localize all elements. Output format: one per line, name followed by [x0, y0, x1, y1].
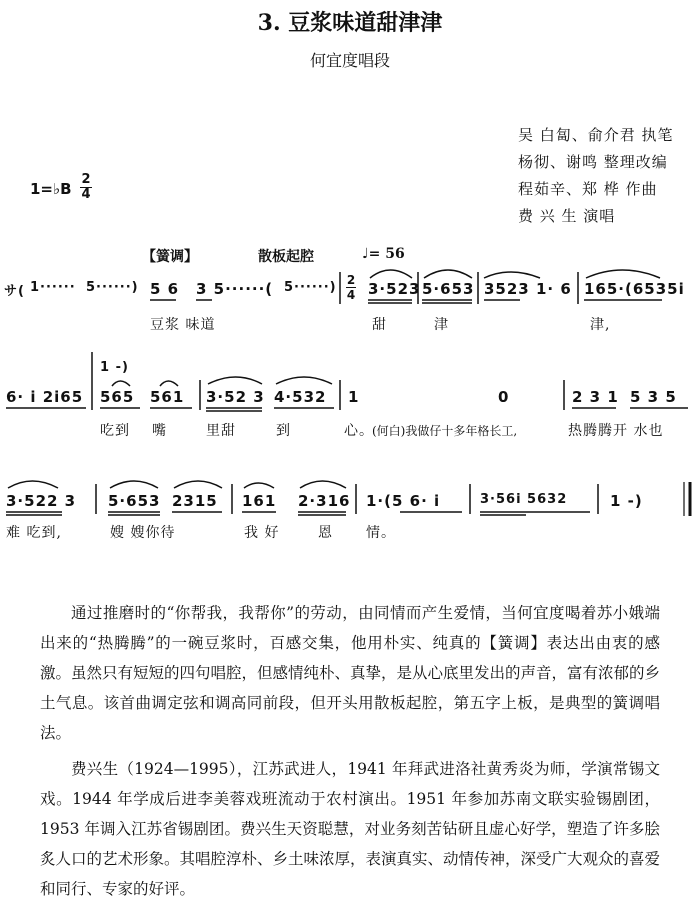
credit-line: 费 兴 生 演唱	[518, 207, 616, 225]
notation-segment: 5······)	[284, 280, 337, 295]
inline-time-top: 2	[346, 273, 356, 287]
credit-line: 程茹辛、郑 桦 作曲	[518, 180, 658, 198]
quarter-note-icon: ♩	[362, 246, 369, 262]
song-title: 3. 豆浆味道甜津津	[257, 10, 443, 36]
lyric: 嘴	[152, 423, 167, 439]
lyric: 津	[434, 317, 449, 333]
lyric: 津,	[590, 317, 611, 333]
slur	[8, 481, 58, 488]
lyric: 嫂 嫂你待	[110, 525, 176, 541]
slur	[300, 481, 346, 488]
slur	[244, 483, 274, 488]
paragraph: 通过推磨时的“你帮我，我帮你”的劳动，由同情而产生爱情，当何宜度喝着苏小娥端出来的“热腾腾”的一碗豆浆时，百感交集，他用朴实、纯真的【簧调】表达出由衷的感激。虽然只有短短的四句唱腔，但感情纯朴、真挚，是从心底里发出的声音，富有浓郁的乡土气息。该首曲调定弦和调高同前段，但开头用散板起腔，第五字上板，是典型的簧调唱法。	[40, 604, 661, 742]
slur	[370, 270, 412, 278]
notation-segment: 5·653	[422, 280, 475, 298]
credit-line: 杨彻、谢鸣 整理改编	[518, 153, 668, 171]
slur	[160, 381, 178, 386]
notation-segment: 3·56i 5632	[480, 492, 568, 507]
notation-segment: 5 3 5	[630, 388, 677, 406]
time-bottom: 4	[81, 187, 91, 202]
slur	[484, 272, 540, 278]
notation-segment: 5 6	[150, 280, 180, 298]
notation-segment: 2 3 1	[572, 388, 619, 406]
notation-segment: 1·(5 6· i	[366, 492, 441, 510]
lyric: 豆浆 味道	[150, 317, 216, 333]
notation-segment: 0	[498, 388, 510, 406]
notation-segment: 4·532	[274, 388, 327, 406]
slur	[586, 270, 660, 278]
notation-segment: 565	[100, 388, 135, 406]
notation-segment: 3·52 3	[206, 388, 265, 406]
notation-segment: 1	[348, 388, 360, 406]
time-top: 2	[81, 172, 91, 187]
notation-segment: 3523 1· 6	[484, 280, 572, 298]
lyric: 恩	[318, 525, 333, 541]
notation-segment: 161	[242, 492, 277, 510]
slur	[110, 481, 158, 488]
notation-segment: 5·653	[108, 492, 161, 510]
notation-segment: 6· i 2i65	[6, 388, 84, 406]
song-subtitle: 何宜度唱段	[309, 51, 390, 70]
tempo-value: = 56	[368, 246, 405, 262]
notation-segment: 1 -)	[100, 360, 129, 375]
key-signature: 1=♭B	[30, 180, 72, 198]
mode-marking: 【簧调】	[142, 249, 198, 265]
lyric: 情。	[366, 525, 396, 541]
credit-line: 吴 白匐、俞介君 执笔	[518, 126, 674, 144]
notation-segment: 3 5······(	[196, 280, 274, 298]
notation-segment: 2315	[172, 492, 218, 510]
lyric: 里甜	[206, 423, 236, 439]
lyric: 心。	[344, 423, 374, 439]
spoken-line: (何白)我做仔十多年格长工,	[372, 424, 518, 438]
inline-time-bottom: 4	[346, 288, 356, 302]
notation-segment: 1······	[30, 280, 76, 295]
lyric: 吃到	[100, 423, 130, 439]
notation-segment: 3·523	[368, 280, 421, 298]
notation-segment: 2·316	[298, 492, 351, 510]
notation-segment: 561	[150, 388, 185, 406]
description-text	[40, 598, 660, 904]
notation-segment: 5······)	[86, 280, 139, 295]
slur	[174, 481, 222, 488]
lyric: 到	[276, 423, 291, 439]
notation-segment: サ(	[4, 284, 25, 299]
lyric: 难 吃到,	[6, 525, 62, 541]
lyric: 热腾腾开 水也	[568, 423, 664, 439]
tempo-style-marking: 散板起腔	[258, 249, 314, 265]
notation-segment: 1 -)	[610, 492, 643, 510]
slur	[276, 377, 332, 384]
slur	[112, 381, 130, 386]
slur	[208, 377, 262, 384]
lyric: 我 好	[244, 525, 280, 541]
lyric: 甜	[372, 317, 387, 333]
notation-segment: 165·(6535i	[584, 280, 685, 298]
notation-segment: 3·522 3	[6, 492, 77, 510]
paragraph: 费兴生（1924—1995），江苏武进人，1941 年拜武进洛社黄秀炎为师，学演常锡文戏。1944 年学成后进李美蓉戏班流动于农村演出。1951 年参加苏南文联实验锡剧团，1953 年调入江苏省锡剧团。费兴生天资聪慧，对业务刻苦钻研且虚心好学，塑造了许多脍炙人口的艺术形象。其唱腔淳朴、乡土味浓厚，表演真实、动情传神，深受广大观众的喜爱和同行、专家的好评。	[40, 760, 661, 898]
slur	[424, 270, 472, 278]
